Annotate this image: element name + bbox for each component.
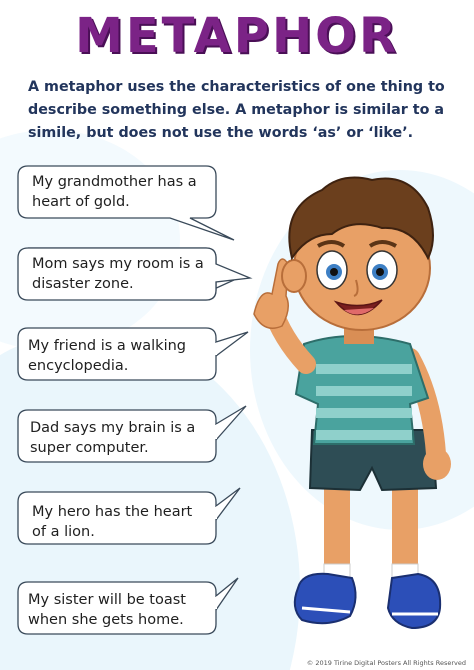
poster-title: METAPHOR <box>75 8 399 64</box>
example-4-text: Dad says my brain is a super computer. <box>30 420 196 456</box>
example-3-text: My friend is a walking encyclopedia. <box>28 338 186 374</box>
definition-text: A metaphor uses the characteristics of one thing to describe something else. A metaphor is similar to a simile, but does not use the words ‘as’ or ‘like’. <box>28 79 445 141</box>
cartoon-boy-illustration <box>232 168 462 648</box>
example-1-text: My grandmother has a heart of gold. <box>32 174 197 210</box>
example-6-text: My sister will be toast when she gets home. <box>28 592 186 628</box>
copyright-notice: © 2019 Tirine Digital Posters All Rights Reserved <box>306 659 466 667</box>
example-2-text: Mom says my room is a disaster zone. <box>32 256 204 292</box>
example-5-text: My hero has the heart of a lion. <box>32 504 193 540</box>
